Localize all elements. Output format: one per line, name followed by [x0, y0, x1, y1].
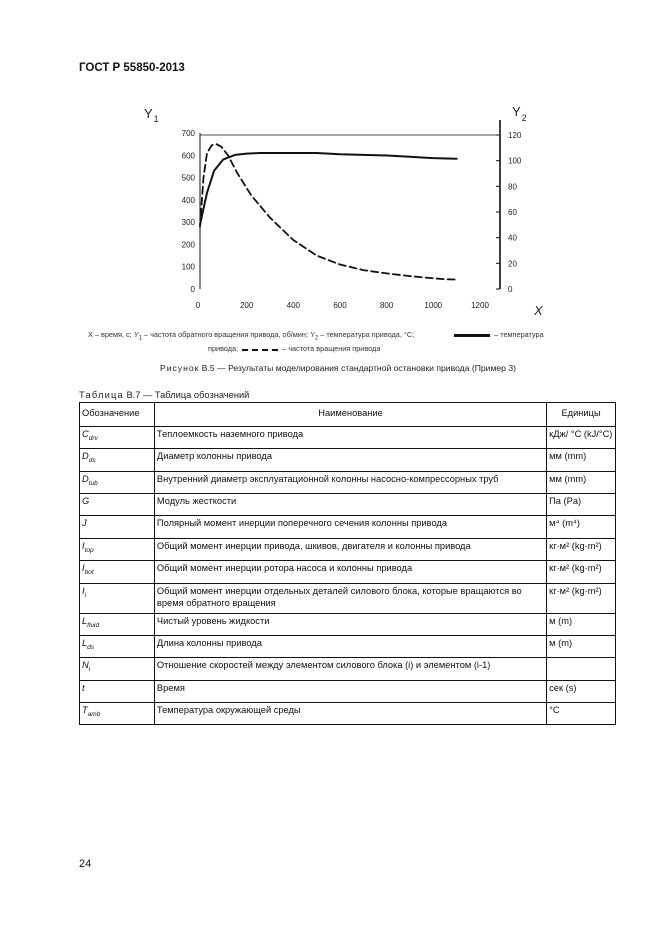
- cell-units: мм (mm): [547, 449, 616, 471]
- table-row: [80, 538, 616, 560]
- x-tick-label: 1200: [471, 301, 489, 310]
- cell-symbol: [80, 561, 155, 583]
- cell-name: Теплоемкость наземного привода: [154, 427, 546, 449]
- x-axis-label: X: [534, 303, 543, 318]
- cell-symbol: [80, 427, 155, 449]
- y1-tick-label: 200: [181, 240, 195, 250]
- table-row: [80, 613, 616, 635]
- y1-axis-label: $Y_1$: [144, 106, 159, 124]
- x-tick-labels: [196, 301, 490, 310]
- symbol-letter: I: [82, 585, 85, 596]
- y2-tick-label: 40: [508, 233, 517, 243]
- chart-series: [200, 144, 457, 280]
- cell-name: Общий момент инерции отдельных деталей силового блока, которые вращаются во время обратного вращения: [154, 583, 546, 613]
- symbol-letter: t: [82, 682, 85, 693]
- table-header-row: [80, 403, 616, 427]
- x-tick-label: 0: [195, 301, 201, 310]
- symbol-subscript: tub: [88, 479, 98, 487]
- cell-name: Полярный момент инерции поперечного сечения колонны привода: [154, 516, 546, 538]
- chart-axes: [200, 120, 500, 289]
- table-row: [80, 583, 616, 613]
- y1-tick-label: 500: [181, 173, 195, 183]
- symbol-letter: C: [82, 429, 89, 439]
- legend-line-1: [88, 329, 608, 343]
- y2-tick-label: 20: [508, 259, 517, 269]
- y1-tick-label: 100: [181, 262, 195, 272]
- header-units: Единицы: [547, 403, 616, 427]
- cell-name: Внутренний диаметр эксплуатационной колонны насосно-компрессорных труб: [154, 471, 546, 493]
- table-row: [80, 680, 616, 702]
- cell-units: м⁴ (m⁴): [547, 516, 616, 538]
- document-header: ГОСТ Р 55850-2013: [79, 62, 185, 74]
- table-row: [80, 658, 616, 680]
- table-row: [80, 635, 616, 657]
- table-row: [80, 471, 616, 493]
- cell-symbol: [80, 680, 155, 702]
- symbols-table: [79, 402, 616, 725]
- x-tick-label: 600: [333, 301, 347, 310]
- header-symbol: Обозначение: [80, 403, 155, 427]
- legend-y1-sub: 1: [138, 334, 142, 342]
- y1-tick-label: 0: [190, 285, 195, 294]
- cell-units: мм (mm): [547, 471, 616, 493]
- legend-y1-symbol: Y: [133, 330, 139, 339]
- symbol-subscript: amb: [87, 710, 101, 718]
- header-name: Наименование: [154, 403, 546, 427]
- legend-line-2: [88, 343, 608, 354]
- cell-symbol: [80, 702, 155, 724]
- cell-name: Диаметр колонны привода: [154, 449, 546, 471]
- cell-symbol: [80, 449, 155, 471]
- y2-axis-label: $Y_2$: [512, 104, 527, 123]
- symbol-letter: D: [82, 473, 89, 484]
- symbol-letter: N: [82, 660, 89, 671]
- y1-tick-label: 700: [181, 129, 195, 138]
- cell-units: [547, 658, 616, 680]
- table-caption: [79, 390, 249, 400]
- cell-name: Общий момент инерции ротора насоса и колонны привода: [154, 561, 546, 583]
- cell-units: кг·м² (kg·m²): [547, 538, 616, 560]
- symbol-subscript: i: [84, 591, 87, 599]
- table-body: [80, 427, 616, 725]
- y1-tick-label: 400: [181, 195, 195, 205]
- legend-y1-text: – частота обратного вращения привода, об/мин;: [141, 330, 310, 339]
- simulation-chart: [0, 0, 661, 330]
- legend-y2-symbol: Y: [309, 330, 315, 339]
- table-row: [80, 427, 616, 449]
- y1-tick-labels: [182, 129, 196, 294]
- x-tick-label: 400: [286, 301, 301, 310]
- symbol-subscript: ds: [88, 457, 96, 465]
- cell-symbol: [80, 658, 155, 680]
- cell-units: кДж/ °С (kJ/°C): [547, 427, 616, 449]
- y2-tick-label: 0: [508, 285, 513, 294]
- cell-name: Время: [154, 680, 546, 702]
- table-caption-text: В.7 — Таблица обозначений: [123, 390, 250, 400]
- cell-name: Отношение скоростей между элементом силового блока (i) и элементом (i-1): [154, 658, 546, 680]
- cell-units: сек (s): [547, 680, 616, 702]
- cell-name: Температура окружающей среды: [154, 702, 546, 724]
- y2-tick-label: 120: [508, 131, 522, 140]
- y1-tick-label: 600: [181, 151, 195, 161]
- symbol-subscript: i: [88, 666, 91, 674]
- symbol-subscript: top: [84, 546, 94, 554]
- table-row: [80, 449, 616, 471]
- legend-dash-swatch: [242, 349, 278, 351]
- y2-tick-label: 80: [508, 182, 517, 192]
- table-row: [80, 702, 616, 724]
- legend-solid-swatch: [454, 334, 490, 337]
- symbol-subscript: ds: [87, 643, 95, 651]
- cell-symbol: [80, 635, 155, 657]
- cell-name: Общий момент инерции привода, шкивов, двигателя и колонны привода: [154, 538, 546, 560]
- cell-name: Длина колонны привода: [154, 635, 546, 657]
- symbol-letter: T: [82, 704, 88, 715]
- legend-x-text: X – время, с;: [88, 330, 134, 339]
- symbol-letter: D: [82, 451, 89, 462]
- legend-line2-text: привода;: [208, 344, 239, 354]
- table-row: [80, 516, 616, 538]
- table-row: [80, 494, 616, 516]
- figure-legend: [88, 329, 608, 354]
- cell-units: кг·м² (kg·m²): [547, 561, 616, 583]
- cell-symbol: [80, 494, 155, 516]
- cell-name: Модуль жесткости: [154, 494, 546, 516]
- cell-units: м (m): [547, 635, 616, 657]
- cell-name: Чистый уровень жидкости: [154, 613, 546, 635]
- x-tick-label: 800: [379, 301, 394, 310]
- page-number: 24: [79, 858, 92, 870]
- cell-units: Па (Pa): [547, 494, 616, 516]
- x-tick-label: 200: [239, 301, 254, 310]
- legend-y2-text: – температура привода, °C;: [318, 330, 415, 339]
- legend-solid-label: – температура: [494, 330, 544, 339]
- symbol-subscript: drv: [88, 434, 98, 442]
- cell-units: м (m): [547, 613, 616, 635]
- x-tick-label: 1000: [424, 301, 443, 310]
- series-temperature-line: [200, 153, 457, 225]
- y2-tick-label: 100: [508, 156, 522, 166]
- table-caption-prefix: Таблица: [79, 390, 124, 400]
- symbol-letter: J: [82, 518, 87, 529]
- figure-caption-text: В.5 — Результаты моделирования стандартной остановки привода (Пример 3): [199, 363, 516, 373]
- legend-y2-sub: 2: [314, 334, 319, 342]
- legend-dash-label: – частота вращения привода: [282, 344, 381, 354]
- cell-symbol: [80, 613, 155, 635]
- symbol-subscript: fluid: [87, 621, 100, 629]
- symbol-letter: G: [82, 496, 90, 507]
- symbol-letter: L: [82, 637, 88, 648]
- symbol-subscript: bot: [84, 569, 94, 577]
- symbol-letter: L: [82, 615, 88, 626]
- figure-caption: [160, 363, 516, 373]
- symbol-letter: I: [82, 540, 85, 551]
- y2-tick-label: 60: [508, 208, 517, 217]
- cell-symbol: [80, 471, 155, 493]
- cell-units: кг·м² (kg·m²): [547, 583, 616, 613]
- cell-symbol: [80, 516, 155, 538]
- y1-tick-label: 300: [181, 218, 195, 228]
- series-rotation-speed-line: [200, 144, 457, 280]
- cell-symbol: [80, 538, 155, 560]
- table-row: [80, 561, 616, 583]
- figure-caption-prefix: Рисунок: [160, 363, 200, 373]
- cell-units: °C: [547, 702, 616, 724]
- symbol-letter: I: [82, 563, 85, 574]
- cell-symbol: [80, 583, 155, 613]
